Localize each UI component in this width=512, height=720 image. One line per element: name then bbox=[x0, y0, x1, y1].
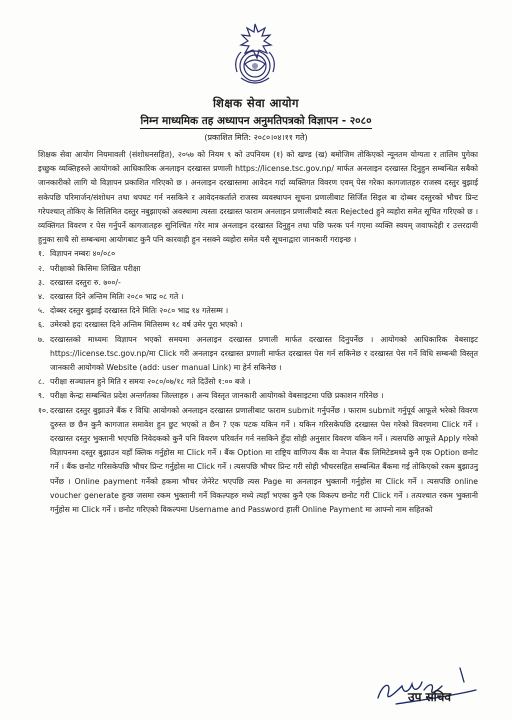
nepal-government-seal-icon bbox=[223, 20, 287, 90]
list-item-text: परीक्षाको किसिमः लिखित परीक्षा bbox=[50, 263, 141, 273]
list-item-text: दोब्बर दस्तुर बुझाई दरखास्त दिने मितिः २०८० भाद्र १४ गतेसम्म । bbox=[50, 306, 229, 316]
list-item bbox=[38, 404, 478, 518]
signatory-title: उप सचिव bbox=[408, 690, 452, 704]
list-item-number: १. bbox=[38, 249, 45, 259]
list-item-text: परीक्षा सञ्चालन हुने मिति र समयः २०८०/०७/१८ गते दिउँसो १:०० बजे । bbox=[50, 377, 251, 387]
list-item-text: दरखास्त दस्तुरः रु. ७००/- bbox=[50, 277, 121, 287]
organization-name: शिक्षक सेवा आयोग bbox=[213, 96, 299, 110]
list-item-text: दरखास्त दिने अन्तिम मितिः २०८० भाद्र ०८ गते । bbox=[50, 292, 184, 302]
list-item-number: ४. bbox=[38, 292, 45, 302]
list-item-number: ६. bbox=[38, 320, 45, 330]
published-date: (प्रकाशित मिति: २०८०।०४।११ गते) bbox=[204, 133, 308, 142]
list-item bbox=[38, 276, 478, 290]
intro-paragraph: शिक्षक सेवा आयोग नियमावली (संशोधनसहित), २०५७ को नियम ९ को उपनियम (१) को खण्ड (ख) बमोजिम तोकिएको न्यूनतम योग्यता र तालिम पुगेका इच्छुक व्यक्तिहरुले आयोगको आधिकारिक अनलाइन दरखास्त प्रणाली https://license.tsc.gov.np/ मार्फत अनलाइन दरखास्त दिनुहुन सम्बन्धित सबैको जानकारीको लागि यो विज्ञापन प्रकाशित गरिएको छ । अनलाइन दरखास्तमा आवेदन गर्दा व्यक्तिगत विवरण एवम् पेस गरेका कागजातहरु राजस्व दस्तुर बुझाई सकेपछि परिमार्जन/संशोधन तथा थपघट गर्न नसकिने र आवेदनकर्ताले राजस्व व्यवस्थापन सूचना प्रणालीबाट सिर्जित सिइल बा दोब्बर दस्तुरको भौचर प्रिन्ट गरेपश्चात् तोकिए के सिलिमित दस्तुर नबुझाएको अवस्थामा त्यस्ता दरखास्त फाराम अनलाइन प्रणालीबाटै स्वतः Rejected हुने व्यहोरा समेत सूचित गरिएको छ । व्यक्तिगत विवरण र पेस गर्नुपर्ने कागजातहरु सुनिश्चित गरेर मात्र अनलाइन दरखास्त दिनुहुन तथा पछि फरक पर्न गएमा व्यक्ति स्वयम् जवाफदेही र उत्तरदायी हुनुका साथै सो सम्बन्धमा आयोगबाट कुनै पनि कारवाही हुन नसक्ने व्यहोरा समेत यसै सूचनाद्वारा जानकारी गराइन्छ । bbox=[38, 150, 478, 245]
list-item-text: विज्ञापन नम्बरः ४०/०८० bbox=[50, 249, 116, 259]
list-item-number: ७. bbox=[38, 334, 45, 344]
notice-body bbox=[38, 148, 478, 517]
list-item-text: दरखास्तको माध्यमः विज्ञापन भएको समयमा अनलाइन दरखास्त प्रणाली मार्फत दरखास्त दिनुपर्नेछ । आयोगको आधिकारिक वेबसाइट https://license.tsc.gov.np/मा Click गरी अनलाइन दरखास्त प्रणाली मार्फत दरखास्त पेस गर्न सकिनेछ र दरखास्त पेस गर्ने विधि सम्बन्धी विस्तृत जानकारी आयोगको Website (add: user manual Link) मा हेर्न सकिनेछ । bbox=[50, 334, 478, 373]
list-item bbox=[38, 333, 478, 376]
list-item-text: परीक्षा केन्द्रः सम्बन्धित प्रदेश अन्तर्गतका जिल्लाहरु । अन्य विस्तृत जानकारी आयोगको वेबसाइटमा पछि प्रकाशन गरिनेछ । bbox=[50, 391, 384, 401]
list-item-text: उमेरको हदः दरखास्त दिने अन्तिम मितिसम्म १८ वर्ष उमेर पूरा भएको । bbox=[50, 320, 243, 330]
list-item bbox=[38, 304, 478, 318]
list-item bbox=[38, 389, 478, 403]
notice-title-text: निम्न माध्यमिक तह अध्यापन अनुमतिपत्रको विज्ञापन - २०८० bbox=[140, 115, 372, 127]
notice-title bbox=[0, 114, 512, 128]
list-item-number: ९. bbox=[38, 391, 45, 401]
list-item-number: २. bbox=[38, 263, 45, 273]
list-item bbox=[38, 375, 478, 389]
list-item bbox=[38, 290, 478, 304]
list-item-number: ८. bbox=[38, 377, 45, 387]
list-item-number: १०. bbox=[38, 405, 49, 415]
notice-items-list bbox=[38, 247, 478, 517]
list-item-text: दरखास्त दस्तुर बुझाउने बैंक र विधिः आयोगको अनलाइन दरखास्त प्रणालीबाट फाराम submit गर्नुपर्नेछ । फाराम submit गर्नुपूर्व आफूले भरेको विवरण दुरुस्त छ छैन कुनै कागजात समावेश हुन छुट भएको त छैन ? एक पटक यकिन गर्ने । यकिन गरिसकेपछि दरखास्त पेस गरेको विवरणमा Click गर्ने । दरखास्त दस्तुर भुक्तानी भएपछि निवेदकको कुनै पनि विवरण परिवर्तन गर्न नसकिने हुँदा सोही अनुसार विवरण यकिन गर्ने । त्यसपछि आफूले Apply गरेको विज्ञापनमा दस्तुर बुझाउन यहाँ क्लिक गर्नुहोस मा Click गर्ने । बैंक Option मा राष्ट्रिय वाणिज्य बैंक वा नेपाल बैंक लिमिटेडमध्ये कुनै एक Option छनोट गर्ने । बैंक छनोट गरिसकेपछि भौचर प्रिन्ट गर्नुहोस मा Click गर्ने । त्यसपछि भौचर प्रिन्ट गरी सोही भौचरसहित सम्बन्धित बैंकमा गई तोकिएको रकम बुझाउनु पर्नेछ । Online payment गर्नेको हकमा भौचर जेनेरेट भएपछि त्यस Page मा अनलाइन भुक्तानी गर्नुहोस मा Click गर्ने । त्यसपछि online voucher generate हुन्छ जसमा रकम भुक्तानी गर्ने विकल्पहरु मध्ये त्यहाँ भएका कुनै एक विकल्प छनोट गरी Click गर्ने । तत्पश्चात रकम भुक्तानी गर्नुहोस मा Click गर्ने । छनोट गरिएको विकल्पमा Username and Password हाली Online Payment मा आफ्नो नाम सहितको bbox=[50, 405, 478, 515]
list-item-number: ३. bbox=[38, 277, 45, 287]
list-item-number: ५. bbox=[38, 306, 45, 316]
list-item bbox=[38, 247, 478, 261]
list-item bbox=[38, 318, 478, 332]
list-item bbox=[38, 262, 478, 276]
